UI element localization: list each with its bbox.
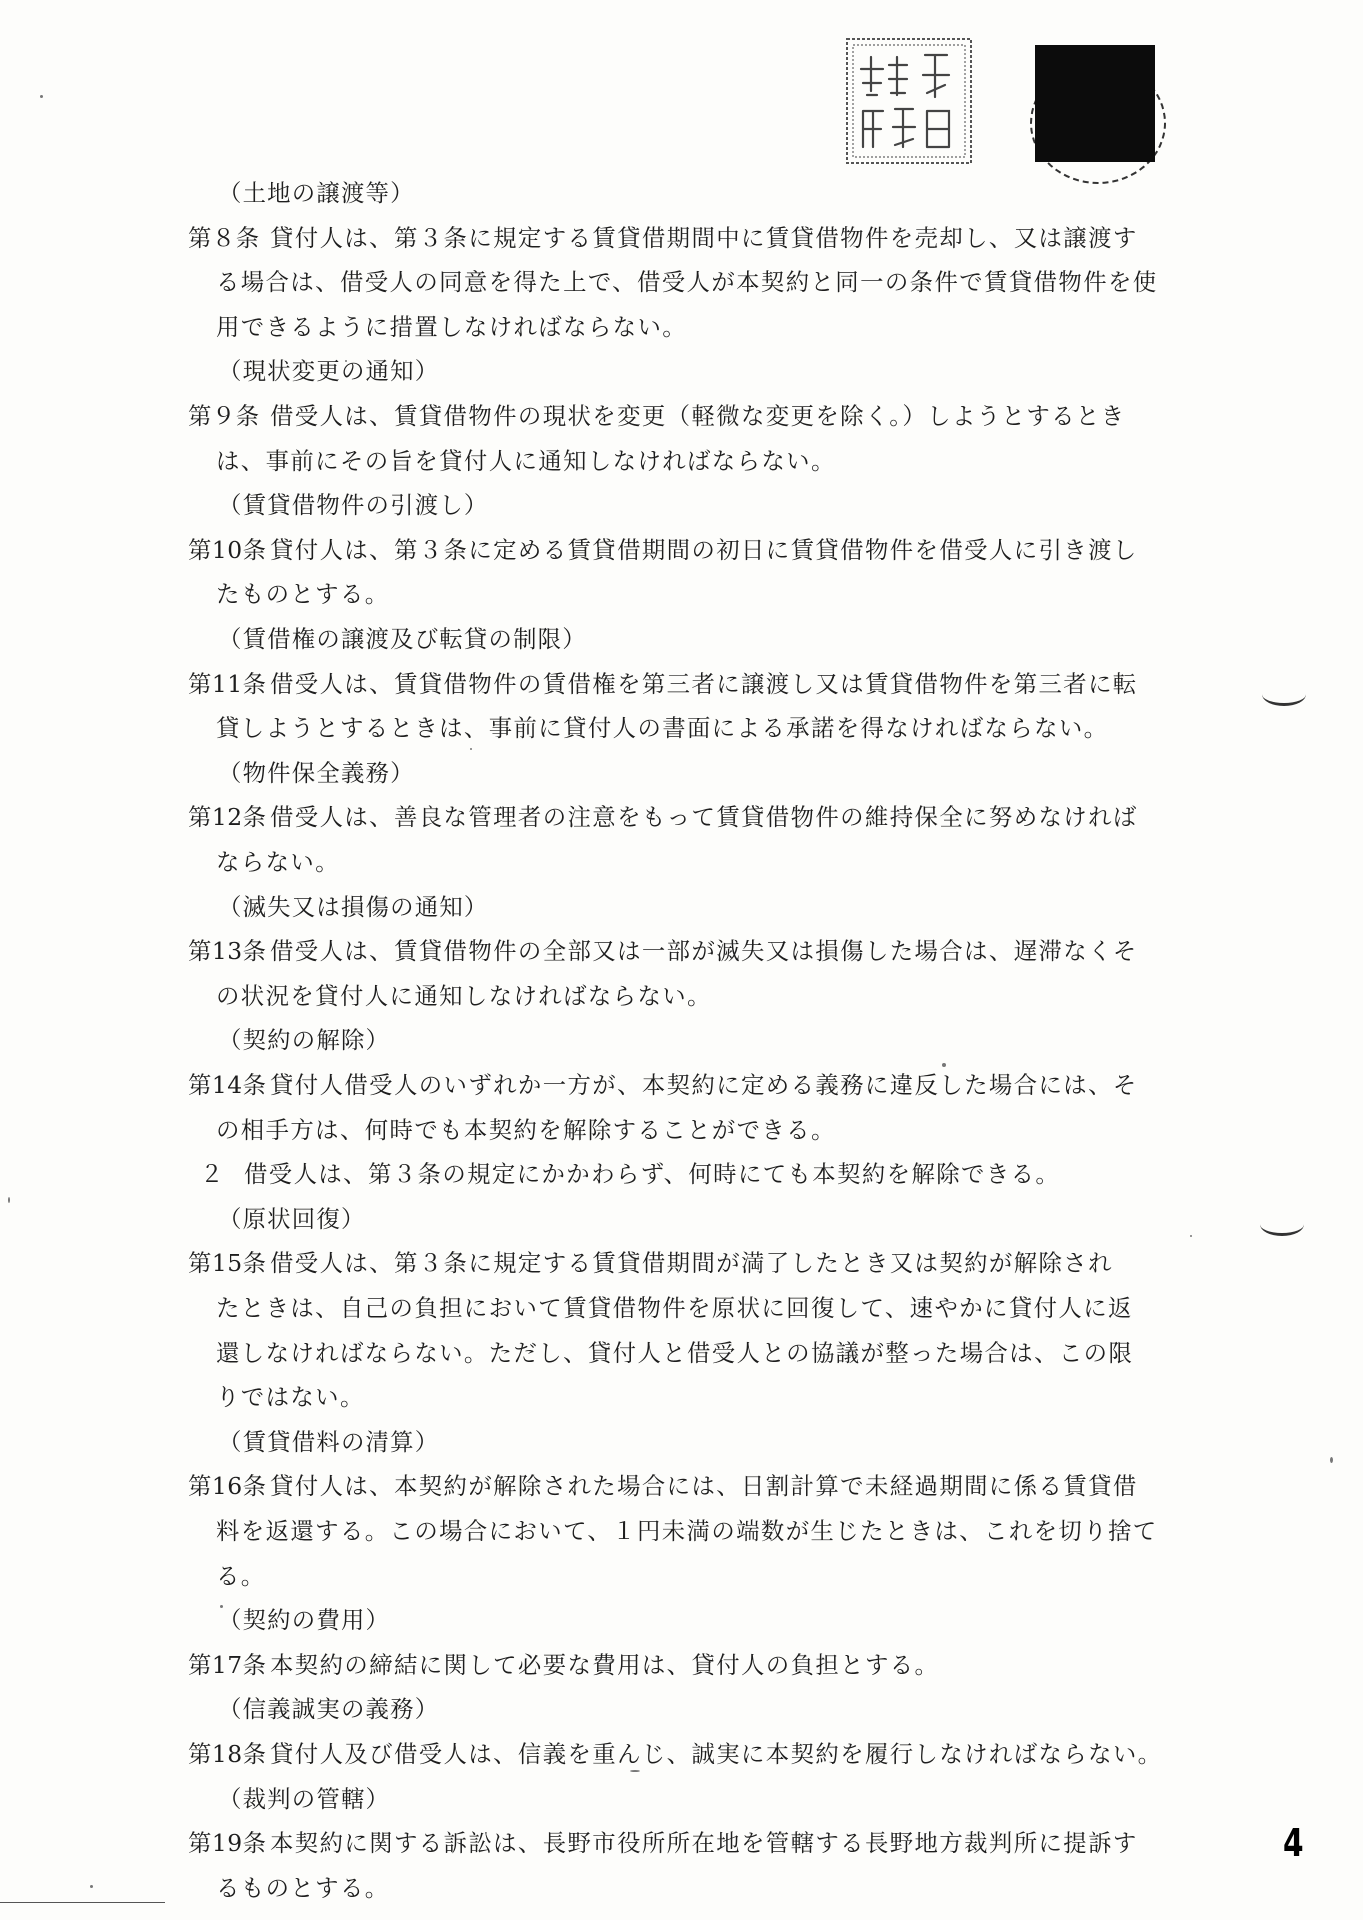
article-number: 第９条 bbox=[188, 402, 260, 430]
article-continuation-line: たときは、自己の負担において賃貸借物件を原状に回復して、速やかに貸付人に返 bbox=[216, 1294, 1133, 1322]
article-continuation-line: 料を返還する。この場合において、１円未満の端数が生じたときは、これを切り捨て bbox=[216, 1517, 1158, 1545]
scan-speck bbox=[90, 1885, 93, 1888]
scan-speck bbox=[630, 1770, 640, 1772]
article-text: 本契約の締結に関して必要な費用は、貸付人の負担とする。 bbox=[270, 1650, 940, 1679]
article-heading: （滅失又は損傷の通知） bbox=[218, 892, 489, 921]
article-first-line bbox=[188, 535, 1138, 565]
article-continuation-line: 還しなければならない。ただし、貸付人と借受人との協議が整った場合は、この限 bbox=[216, 1338, 1134, 1367]
scan-speck bbox=[1190, 1235, 1192, 1237]
article-continuation-line: の状況を貸付人に通知しなければならない。 bbox=[216, 981, 712, 1010]
scan-speck bbox=[1330, 1457, 1333, 1463]
article-heading: （裁判の管轄） bbox=[218, 1784, 391, 1813]
article-number: 第15条 bbox=[188, 1249, 267, 1278]
article-continuation-line: るものとする。 bbox=[216, 1873, 390, 1902]
paragraph-text: 借受人は、第３条の規定にかかわらず、何時にても本契約を解除できる。 bbox=[244, 1160, 1061, 1189]
article-number: 第18条 bbox=[188, 1740, 267, 1768]
article-first-line bbox=[188, 1471, 1138, 1501]
article-heading: （賃貸借料の清算） bbox=[218, 1427, 440, 1456]
article-heading: （信義誠実の義務） bbox=[218, 1695, 440, 1724]
article-number: 第13条 bbox=[188, 937, 267, 966]
article-continuation-line: の相手方は、何時でも本契約を解除することができる。 bbox=[216, 1115, 836, 1144]
article-first-line bbox=[188, 401, 1126, 431]
article-number: 第10条 bbox=[188, 535, 267, 564]
article-heading: （賃貸借物件の引渡し） bbox=[218, 491, 489, 520]
punch-hole-mark bbox=[1260, 1213, 1304, 1236]
article-text: 貸付人及び借受人は、信義を重んじ、誠実に本契約を履行しなければならない。 bbox=[270, 1740, 1163, 1768]
article-continuation-line: る場合は、借受人の同意を得た上で、借受人が本契約と同一の条件で賃貸借物件を使 bbox=[216, 268, 1158, 297]
article-text: 貸付人借受人のいずれか一方が、本契約に定める義務に違反した場合には、そ bbox=[270, 1071, 1138, 1099]
article-first-line bbox=[188, 936, 1138, 966]
article-text: 借受人は、賃貸借物件の賃借権を第三者に譲渡し又は賃貸借物件を第三者に転 bbox=[270, 669, 1138, 698]
article-text: 貸付人は、第３条に定める賃貸借期間の初日に賃貸借物件を借受人に引き渡し bbox=[270, 535, 1138, 564]
article-text: 借受人は、賃貸借物件の全部又は一部が滅失又は損傷した場合は、遅滞なくそ bbox=[270, 937, 1138, 966]
paragraph-number: ２ bbox=[200, 1160, 225, 1189]
article-heading: （物件保全義務） bbox=[218, 758, 415, 787]
official-seal-icon bbox=[843, 35, 975, 167]
scan-speck bbox=[8, 1197, 10, 1203]
article-first-line bbox=[188, 669, 1138, 699]
article-first-line bbox=[188, 802, 1138, 832]
article-first-line bbox=[188, 1739, 1162, 1769]
article-number: 第11条 bbox=[188, 669, 267, 698]
article-first-line bbox=[188, 1828, 1138, 1858]
article-first-line bbox=[188, 1070, 1138, 1100]
article-heading: （契約の費用） bbox=[218, 1606, 391, 1635]
article-text: 貸付人は、本契約が解除された場合には、日割計算で未経過期間に係る賃貸借 bbox=[270, 1472, 1138, 1501]
article-continuation-line: る。 bbox=[216, 1561, 266, 1590]
punch-hole-mark bbox=[1262, 683, 1306, 706]
article-first-line bbox=[188, 1650, 939, 1680]
article-number: 第14条 bbox=[188, 1071, 267, 1099]
article-heading: （原状回復） bbox=[218, 1204, 366, 1233]
article-heading: （現状変更の通知） bbox=[218, 357, 440, 386]
page-edge-rule bbox=[0, 1902, 165, 1903]
article-number: 第16条 bbox=[188, 1472, 267, 1501]
page-number: 4 bbox=[1283, 1821, 1304, 1865]
article-heading: （賃借権の譲渡及び転貸の制限） bbox=[218, 625, 587, 653]
article-number: 第19条 bbox=[188, 1829, 267, 1858]
article-continuation-line: ならない。 bbox=[216, 848, 340, 876]
article-continuation-line: 貸しようとするときは、事前に貸付人の書面による承諾を得なければならない。 bbox=[216, 714, 1109, 743]
article-number: 第８条 bbox=[188, 223, 260, 252]
article-text: 借受人は、第３条に規定する賃貸借期間が満了したとき又は契約が解除され bbox=[270, 1249, 1113, 1278]
article-number: 第17条 bbox=[188, 1650, 267, 1679]
redacted-seal-block bbox=[1035, 45, 1155, 162]
article-heading: （土地の譲渡等） bbox=[218, 179, 415, 207]
numbered-paragraph bbox=[188, 1159, 1060, 1189]
article-text: 借受人は、賃貸借物件の現状を変更（軽微な変更を除く。）しようとするとき bbox=[270, 402, 1126, 430]
article-text: 本契約に関する訴訟は、長野市役所所在地を管轄する長野地方裁判所に提訴す bbox=[270, 1829, 1138, 1858]
article-number: 第12条 bbox=[188, 803, 267, 832]
article-continuation-line: は、事前にその旨を貸付人に通知しなければならない。 bbox=[216, 446, 836, 475]
scan-speck bbox=[40, 95, 43, 98]
article-continuation-line: 用できるように措置しなければならない。 bbox=[216, 312, 688, 341]
article-continuation-line: りではない。 bbox=[216, 1383, 365, 1412]
article-text: 貸付人は、第３条に規定する賃貸借期間中に賃貸借物件を売却し、又は譲渡す bbox=[270, 223, 1138, 252]
scan-speck bbox=[470, 748, 472, 750]
article-first-line bbox=[188, 223, 1138, 253]
article-heading: （契約の解除） bbox=[218, 1026, 391, 1055]
scan-speck bbox=[942, 1063, 946, 1067]
article-continuation-line: たものとする。 bbox=[216, 580, 390, 609]
article-text: 借受人は、善良な管理者の注意をもって賃貸借物件の維持保全に努めなければ bbox=[270, 803, 1138, 832]
article-first-line bbox=[188, 1248, 1113, 1278]
